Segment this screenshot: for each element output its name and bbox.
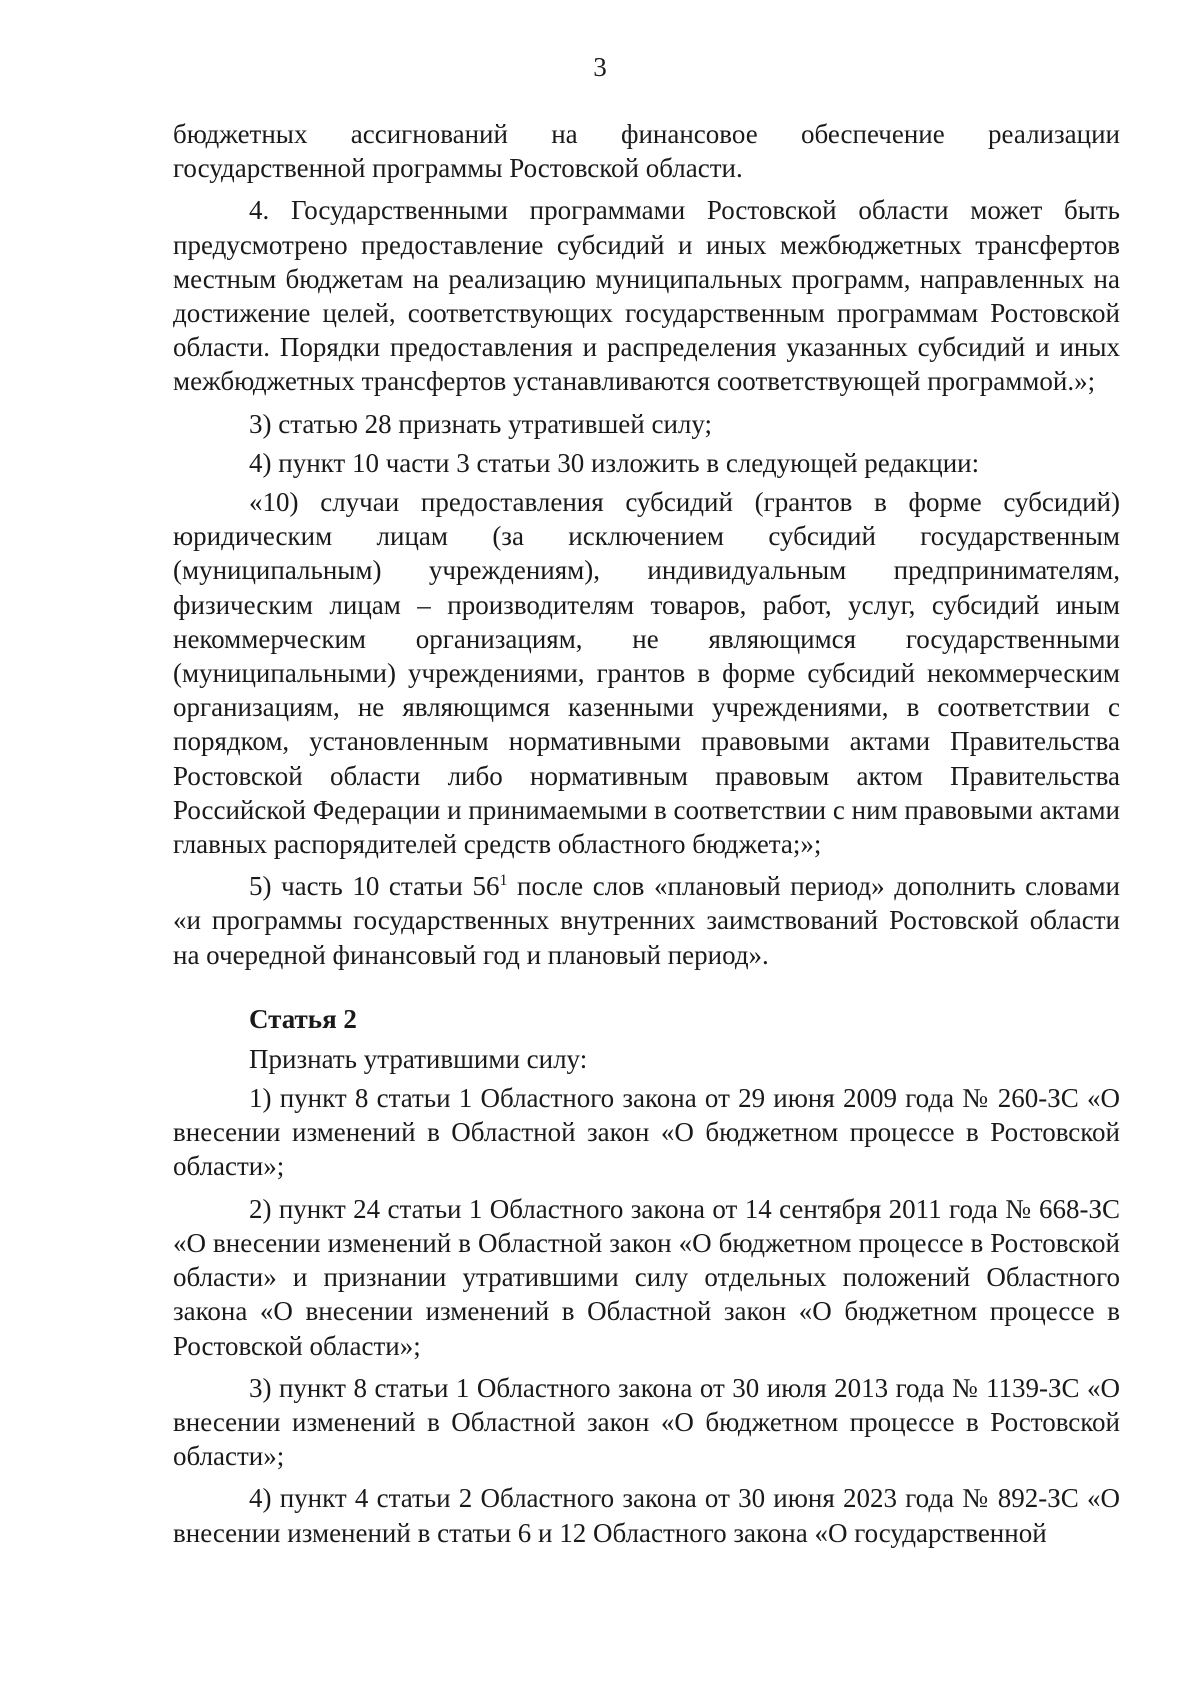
repeal-item-4: 4) пункт 4 статьи 2 Областного закона от 30 июня 2023 года № 892-ЗС «О внесении изменений в статьи 6 и 12 Областного закона «О государственной [173,1483,1120,1548]
list-item-5-text: 5) часть 10 статьи 56 [249,871,500,902]
document-body [173,117,1120,1558]
repeal-item-1: 1) пункт 8 статьи 1 Областного закона от 29 июня 2009 года № 260-ЗС «О внесении изменений в Областной закон «О бюджетном процессе в Ростовской области»; [173,1083,1120,1182]
paragraph-continuation: бюджетных ассигнований на финансовое обеспечение реализации государственной программы Ростовской области. [173,119,1120,184]
article-intro: Признать утратившими силу: [249,1043,588,1074]
paragraph-item-10: «10) случаи предоставления субсидий (грантов в форме субсидий) юридическим лицам (за исключением субсидий государственным (муниципальным) учреждениям), индивидуальным предпринимателям, физическим лицам – производителям товаров, работ, услуг, субсидий иным некоммерческим организациям, не являющимся государственными (муниципальными) учреждениями, грантов в форме субсидий некоммерческим организациям, не являющимся казенными учреждениями, в соответствии с порядком, установленным нормативными правовыми актами Правительства Ростовской области либо нормативным правовым актом Правительства Российской Федерации и принимаемыми в соответствии с ним правовыми актами главных распорядителей средств областного бюджета;»; [173,487,1120,860]
superscript-1: 1 [499,872,508,890]
list-item-4: 4) пункт 10 части 3 статьи 30 изложить в следующей редакции: [249,447,980,478]
article-heading: Статья 2 [249,1003,357,1034]
repeal-item-3: 3) пункт 8 статьи 1 Областного закона от 30 июля 2013 года № 1139-ЗС «О внесении изменений в Областной закон «О бюджетном процессе в Ростовской области»; [173,1372,1120,1472]
paragraph-point-4: 4. Государственными программами Ростовской области может быть предусмотрено предоставление субсидий и иных межбюджетных трансфертов местным бюджетам на реализацию муниципальных программ, направленных на достижение целей, соответствующих государственным программам Ростовской области. Порядки предоставления и распределения указанных субсидий и иных межбюджетных трансфертов устанавливаются соответствующей программой.»; [173,195,1120,397]
page-number: 3 [593,52,607,82]
repeal-item-2: 2) пункт 24 статьи 1 Областного закона от 14 сентября 2011 года № 668-ЗС «О внесении изменений в Областной закон «О бюджетном процессе в Ростовской области» и признании утратившими силу отдельных положений Областного закона «О внесении изменений в Областной закон «О бюджетном процессе в Ростовской области»; [173,1193,1120,1361]
list-item-5-text-rest: после слов «плановый период» дополнить словами «и программы государственных внутренних заимствований Ростовской области на очередной финансовый год и плановый период». [173,871,1120,970]
list-item-3: 3) статью 28 признать утратившей силу; [249,408,713,439]
list-item-5 [173,869,1120,972]
